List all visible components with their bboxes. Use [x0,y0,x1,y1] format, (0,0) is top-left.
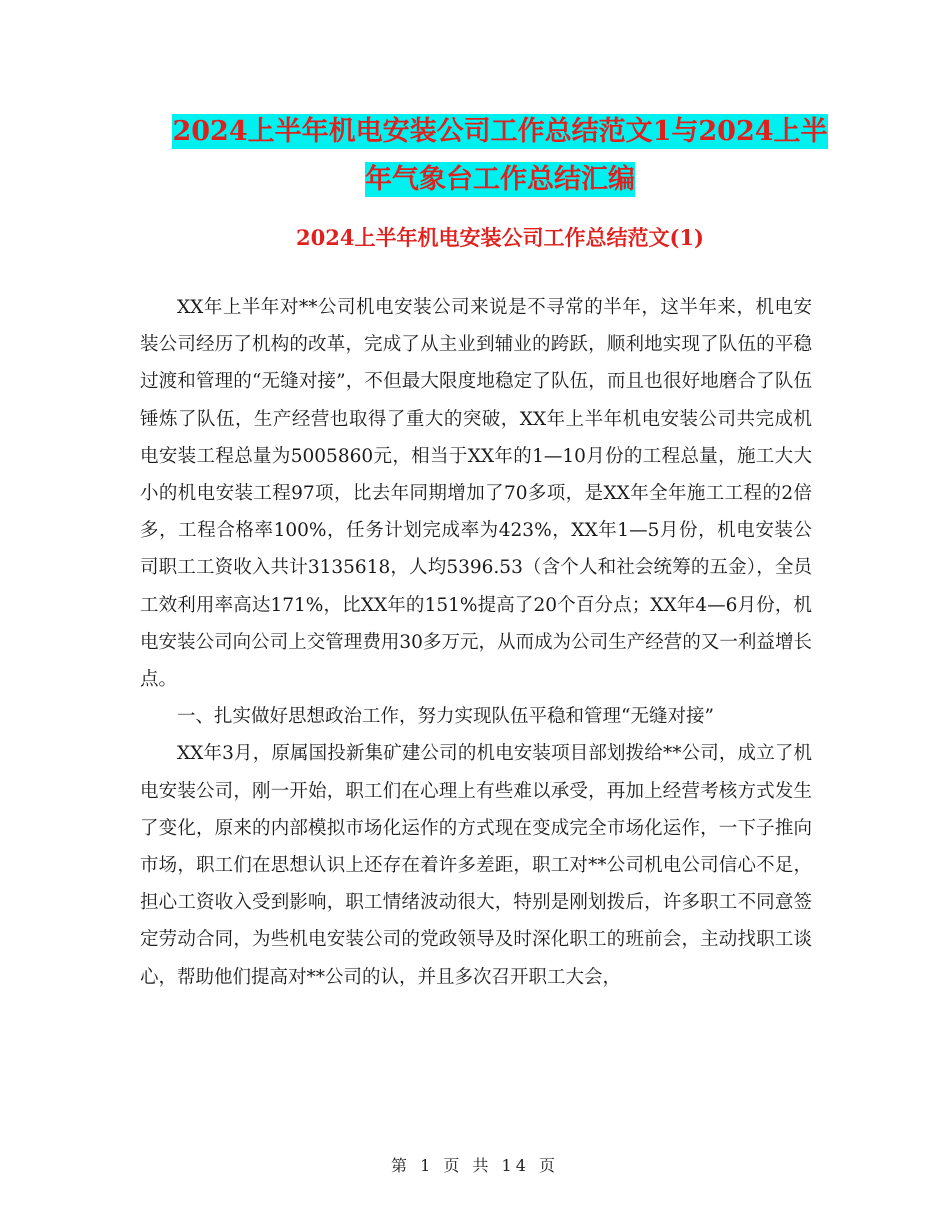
section-title: 2024上半年机电安装公司工作总结范文(1) [296,225,704,250]
document-title [140,108,860,204]
page-footer: 第 1 页 共 14 页 [391,1156,559,1175]
paragraph-3: XX年3月，原属国投新集矿建公司的机电安装项目部划拨给**公司，成立了机电安装公司，刚一开始，职工们在心理上有些难以承受，再加上经营考核方式发生了变化，原来的内部模拟市场化运作的方式现在变成完全市场化运作，一下子推向市场，职工们在思想认识上还存在着许多差距，职工对**公司机电公司信心不足，担心工资收入受到影响，职工情绪波动很大，特别是刚划拨后，许多职工不同意签定劳动合同，为些机电安装公司的党政领导及时深化职工的班前会，主动找职工谈心，帮助他们提高对**公司的认，并且多次召开职工大会， [140,743,812,988]
document-body [140,289,812,996]
title-line-1: 2024上半年机电安装公司工作总结范文1与2024上半 [172,116,828,147]
paragraph-1: XX年上半年对**公司机电安装公司来说是不寻常的半年，这半年来，机电安装公司经历了机构的改革，完成了从主业到辅业的跨跃，顺利地实现了队伍的平稳过渡和管理的“无缝对接”，不但最大限度地稳定了队伍，而且也很好地磨合了队伍锤炼了队伍，生产经营也取得了重大的突破，XX年上半年机电安装公司共完成机电安装工程总量为5005860元，相当于XX年的1—10月份的工程总量，施工大大小的机电安装工程97项，比去年同期增加了70多项，是XX年全年施工工程的2倍多，工程合格率100%，任务计划完成率为423%，XX年1—5月份，机电安装公司职工工资收入共计3135618，人均5396.53（含个人和社会统筹的五金），全员工效利用率高达171%，比XX年的151%提高了20个百分点；XX年4—6月份，机电安装公司向公司上交管理费用30多万元，从而成为公司生产经营的又一利益增长点。 [140,297,812,691]
title-line-2: 年气象台工作总结汇编 [365,164,635,195]
paragraph-2-heading: 一、扎实做好思想政治工作，努力实现队伍平稳和管理“无缝对接” [177,706,714,728]
